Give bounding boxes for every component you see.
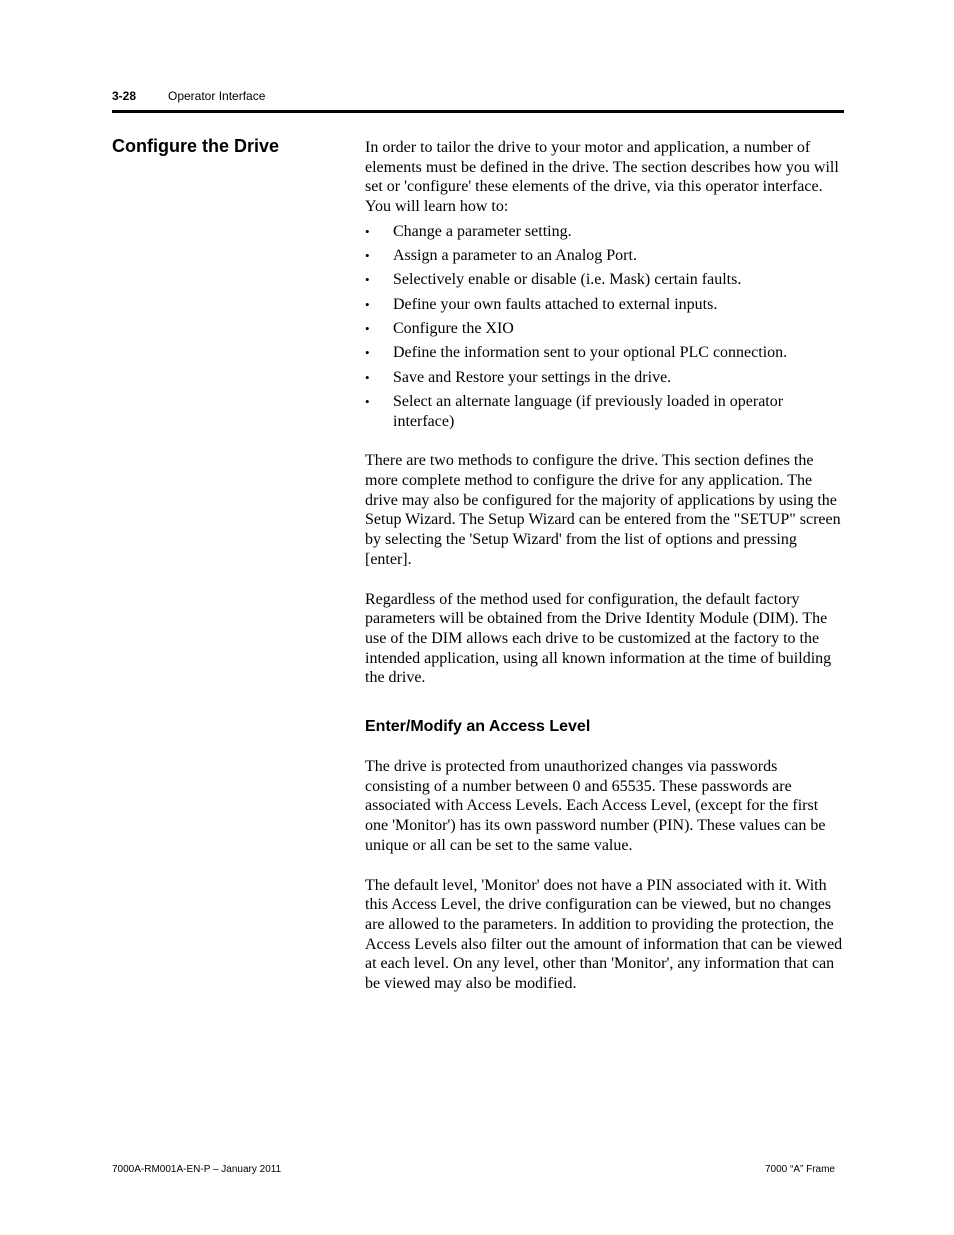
list-item bbox=[365, 392, 845, 431]
list-item-text: Assign a parameter to an Analog Port. bbox=[393, 247, 637, 265]
footer-publication: 7000A-RM001A-EN-P – January 2011 bbox=[112, 1164, 282, 1175]
list-item-text: Define the information sent to your optional PLC connection. bbox=[393, 344, 788, 362]
list-item-text: Change a parameter setting. bbox=[393, 222, 572, 240]
monitor-level-paragraph: The default level, 'Monitor' does not have a PIN associated with it. With this Access Level, the drive configuration can be viewed, but no changes are allowed to the parameters. In addition to providing the protection, the Access Levels also filter out the amount of information that can be viewed at each level. On any level, other than 'Monitor', any information that can be viewed may also be modified. bbox=[365, 876, 843, 993]
list-item-text: Define your own faults attached to external inputs. bbox=[393, 295, 718, 313]
list-item bbox=[365, 222, 845, 242]
page-number: 3-28 bbox=[112, 89, 137, 103]
footer-product: 7000 “A” Frame bbox=[764, 1164, 835, 1175]
list-item-text: Select an alternate language (if previously loaded in operator interface) bbox=[393, 392, 784, 430]
bullet-icon: • bbox=[365, 369, 370, 385]
bullet-icon: • bbox=[365, 248, 370, 264]
bullet-icon: • bbox=[365, 345, 370, 361]
list-item-text: Selectively enable or disable (i.e. Mask) certain faults. bbox=[393, 271, 742, 289]
methods-paragraph: There are two methods to configure the drive. This section defines the more complete method to configure the drive for any application. The drive may also be configured for the majority of applications by using the Setup Wizard. The Setup Wizard can be entered from the "SETUP" screen by selecting the 'Setup Wizard' from the list of options and pressing [enter]. bbox=[365, 452, 841, 568]
section-title: Configure the Drive bbox=[112, 136, 280, 156]
list-item-text: Configure the XIO bbox=[393, 320, 514, 337]
list-item bbox=[365, 295, 845, 315]
body-column bbox=[365, 138, 845, 994]
list-item bbox=[365, 270, 845, 290]
bullet-icon: • bbox=[365, 272, 370, 288]
bullet-icon: • bbox=[365, 223, 370, 239]
access-level-paragraph: The drive is protected from unauthorized changes via passwords consisting of a number between 0 and 65535. These passwords are associated with Access Levels. Each Access Level, (except for the first one 'Monitor') has its own password number (PIN). These values can be unique or all can be set to the same value. bbox=[365, 758, 826, 854]
intro-paragraph: In order to tailor the drive to your motor and application, a number of elements must be defined in the drive. The section describes how you will set or 'configure' these elements of the drive, via this operator interface. You will learn how to: bbox=[365, 139, 839, 216]
bullet-icon: • bbox=[365, 321, 370, 336]
list-item bbox=[365, 343, 845, 363]
subsection-title: Enter/Modify an Access Level bbox=[365, 718, 591, 736]
bullet-icon: • bbox=[365, 296, 370, 312]
list-item-text: Save and Restore your settings in the drive. bbox=[393, 368, 672, 386]
dim-paragraph: Regardless of the method used for configuration, the default factory parameters will be obtained from the Drive Identity Module (DIM). The use of the DIM allows each drive to be customized at the factory to the intended application, using all known information at the time of building the drive. bbox=[365, 590, 832, 687]
list-item bbox=[365, 319, 845, 339]
page-header bbox=[112, 88, 844, 113]
list-item bbox=[365, 246, 845, 266]
list-item bbox=[365, 368, 845, 388]
bullet-icon: • bbox=[365, 393, 370, 409]
header-title: Operator Interface bbox=[168, 89, 266, 103]
bullet-list bbox=[365, 222, 845, 431]
